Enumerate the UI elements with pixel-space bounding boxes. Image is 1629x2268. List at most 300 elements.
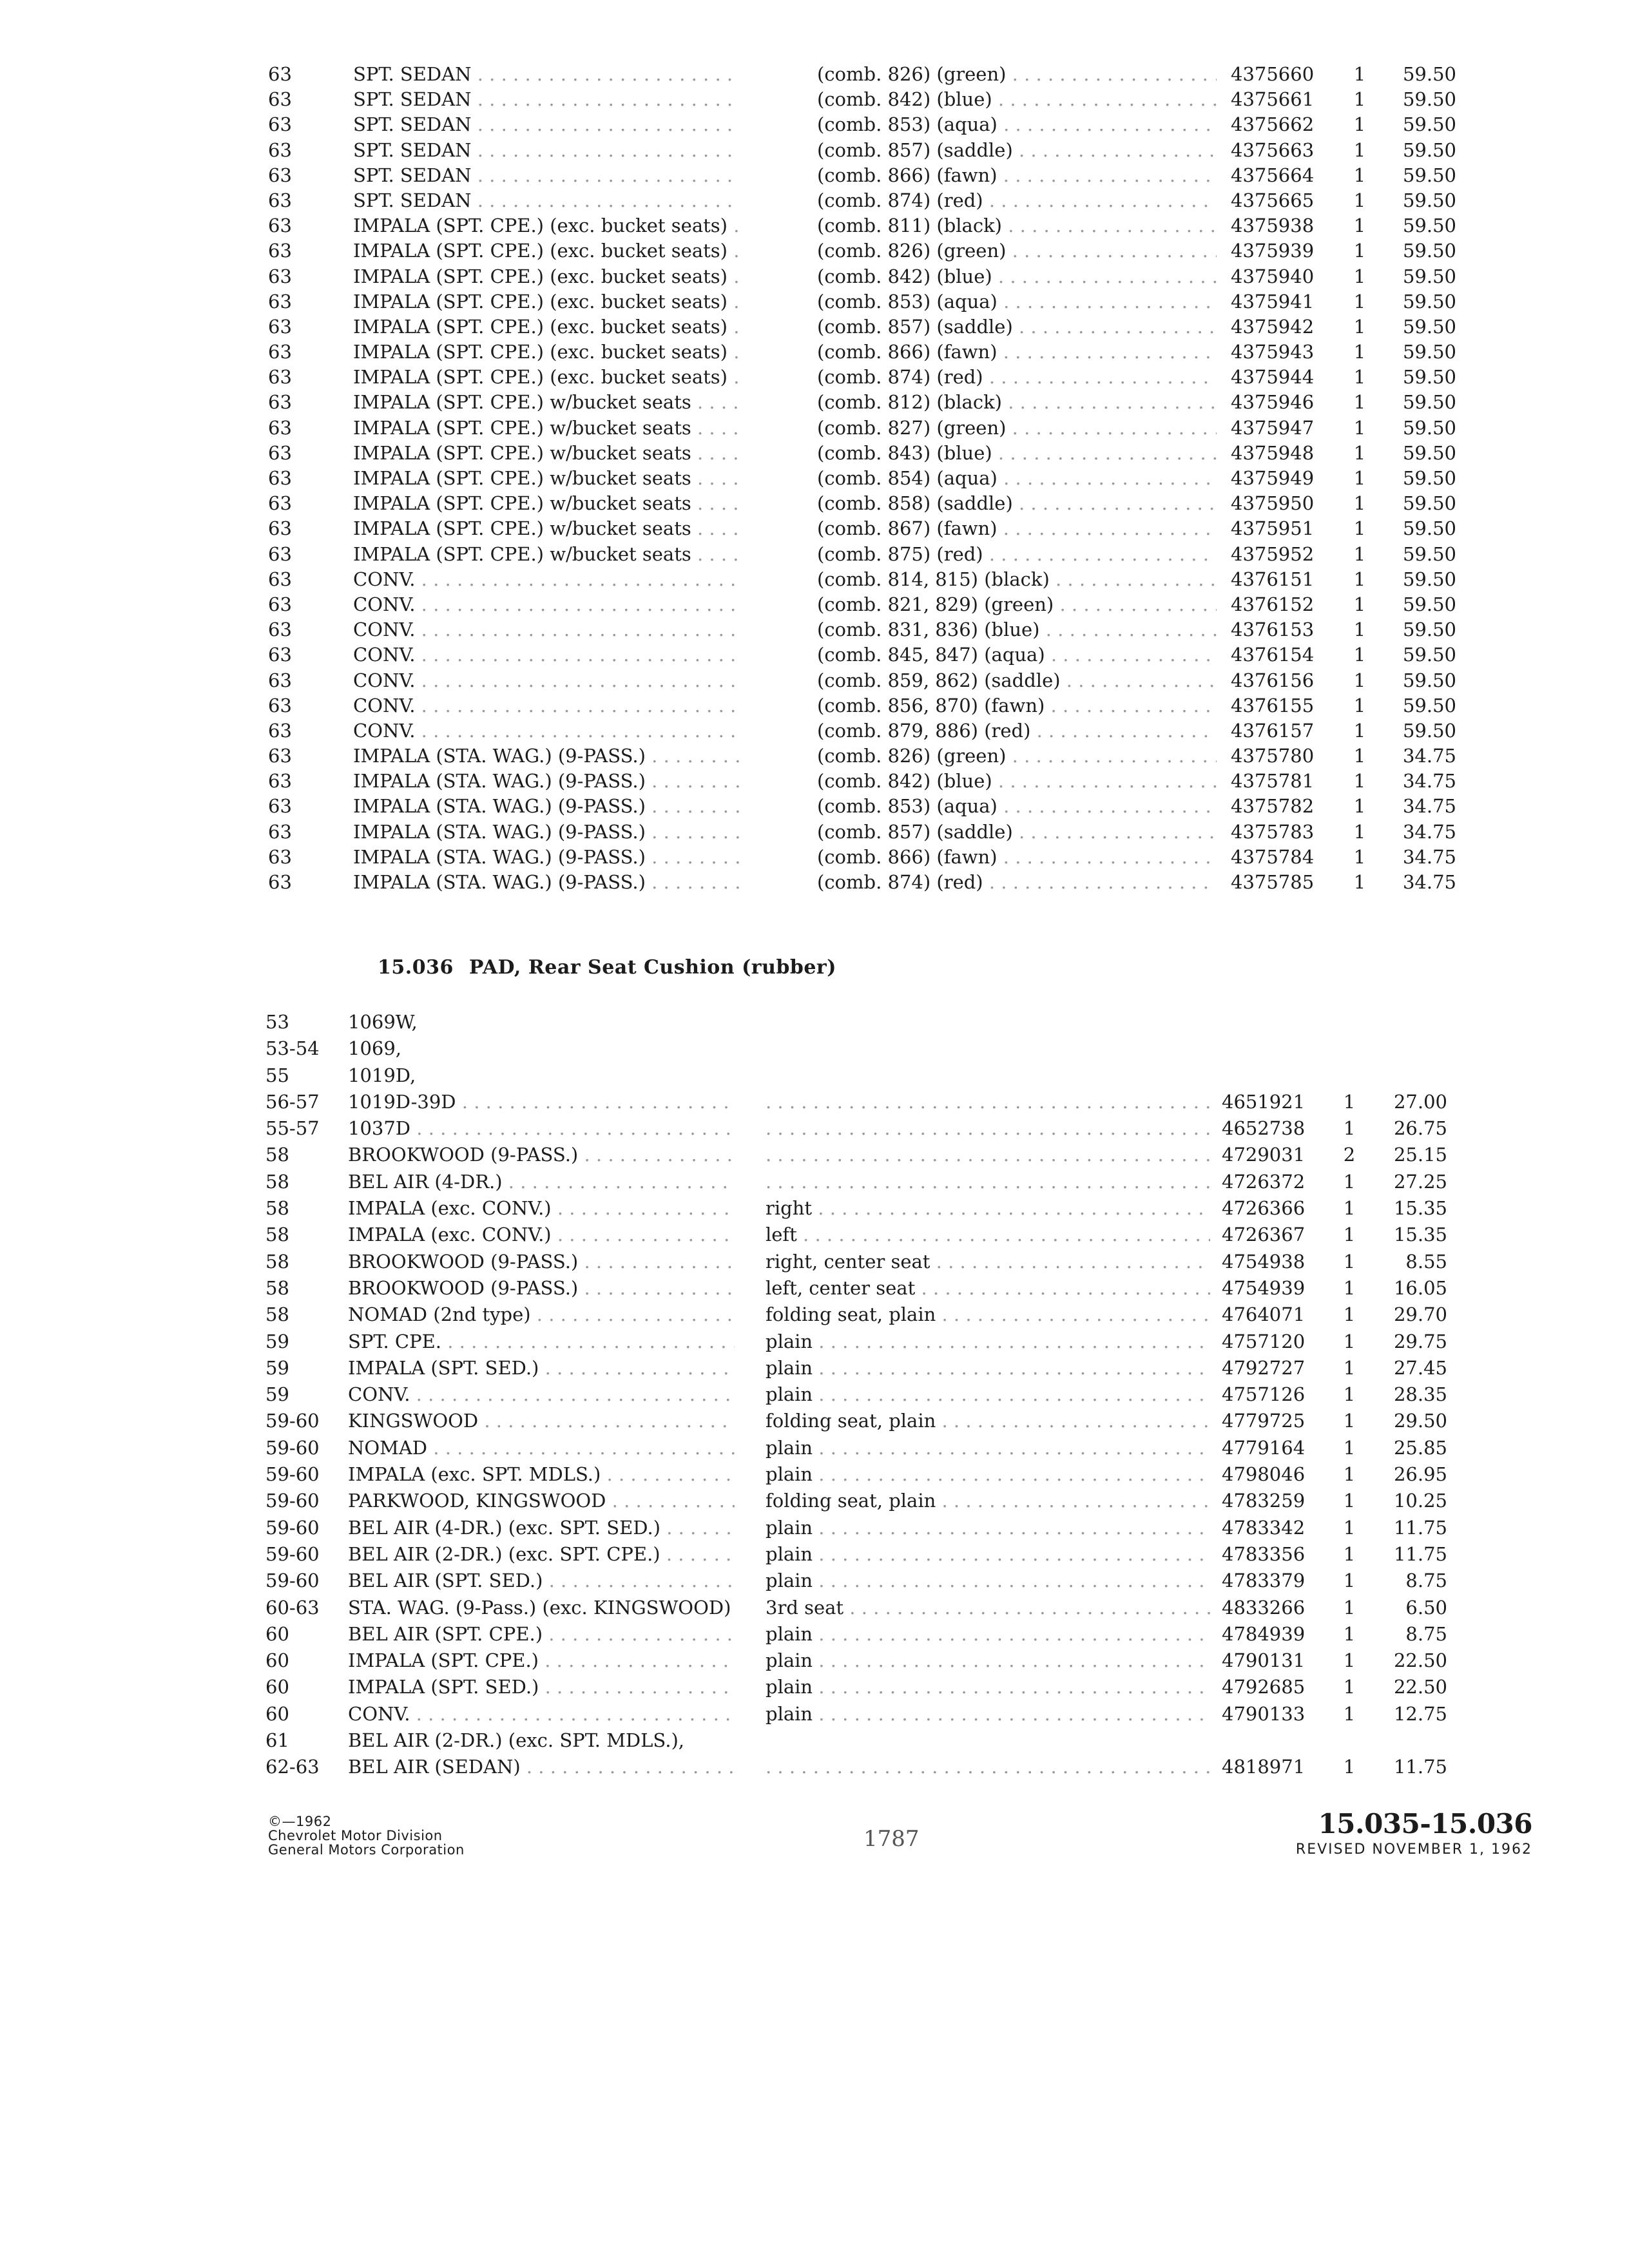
revision-date: REVISED NOVEMBER 1, 1962	[1295, 1841, 1532, 1858]
price-cell: 34.75	[1402, 820, 1456, 843]
description-cell: plain . . .	[766, 1381, 1210, 1408]
model-cell: IMPALA (SPT. CPE.) w/bucket seats . . .	[353, 441, 740, 466]
quantity-cell: 1	[1343, 1516, 1356, 1539]
price-cell: 22.50	[1393, 1676, 1447, 1698]
model-cell: CONV. . . .	[353, 668, 740, 693]
price-cell: 22.50	[1393, 1649, 1447, 1672]
part-number-cell: 4818971	[1222, 1756, 1306, 1778]
part-number-cell: 4375783	[1231, 820, 1315, 843]
description-cell: (comb. 866) (fawn) . . .	[817, 163, 1217, 188]
description-cell: (comb. 857) (saddle) . . .	[817, 820, 1217, 845]
quantity-cell: 1	[1343, 1090, 1356, 1113]
table-row	[0, 365, 1629, 390]
model-cell: CONV. . . .	[348, 1701, 735, 1727]
price-cell: 11.75	[1393, 1756, 1447, 1778]
model-cell: IMPALA (STA. WAG.) (9-PASS.) . . .	[353, 769, 740, 794]
table-row	[0, 1727, 1629, 1754]
quantity-cell: 1	[1343, 1756, 1356, 1778]
model-cell: 1069,	[348, 1037, 402, 1060]
price-cell: 25.15	[1393, 1144, 1447, 1166]
table-row	[0, 213, 1629, 238]
year-cell: 62-63	[265, 1756, 320, 1778]
quantity-cell: 1	[1353, 517, 1366, 540]
table-row	[0, 1275, 1629, 1302]
model-cell: BROOKWOOD (9-PASS.) . . .	[348, 1249, 735, 1275]
part-number-cell: 4376153	[1231, 619, 1315, 641]
description-cell	[766, 1142, 1210, 1168]
part-number-cell: 4754938	[1222, 1250, 1306, 1273]
year-cell: 55-57	[265, 1117, 320, 1140]
table-row	[0, 138, 1629, 163]
table-row	[0, 794, 1629, 819]
table-row	[0, 642, 1629, 668]
price-cell: 59.50	[1402, 88, 1456, 111]
description-cell: (comb. 874) (red) . . .	[817, 188, 1217, 213]
description-cell: (comb. 859, 862) (saddle) . . .	[817, 668, 1217, 693]
page-number: 1787	[863, 1826, 920, 1852]
part-number-cell: 4754939	[1222, 1276, 1306, 1299]
model-cell: IMPALA (exc. SPT. MDLS.) . . .	[348, 1461, 735, 1488]
model-cell: SPT. SEDAN . . .	[353, 87, 740, 112]
model-cell: IMPALA (SPT. CPE.) . . .	[348, 1648, 735, 1674]
quantity-cell: 1	[1353, 619, 1366, 641]
model-cell: 1069W,	[348, 1011, 418, 1033]
part-number-cell: 4375938	[1231, 215, 1315, 237]
section-range: 15.035-15.036	[1318, 1808, 1532, 1840]
part-number-cell: 4783342	[1222, 1516, 1306, 1539]
price-cell: 59.50	[1402, 644, 1456, 666]
model-cell: NOMAD (2nd type) . . .	[348, 1302, 735, 1328]
quantity-cell: 1	[1353, 644, 1366, 666]
price-cell: 26.75	[1393, 1117, 1447, 1140]
year-cell: 59-60	[265, 1410, 320, 1432]
model-cell: IMPALA (exc. CONV.) . . .	[348, 1195, 735, 1222]
part-number-cell: 4783356	[1222, 1542, 1306, 1565]
price-cell: 28.35	[1393, 1383, 1447, 1406]
part-number-cell: 4375939	[1231, 240, 1315, 262]
quantity-cell: 1	[1353, 240, 1366, 262]
price-cell: 59.50	[1402, 619, 1456, 641]
price-cell: 16.05	[1393, 1276, 1447, 1299]
table-row	[0, 390, 1629, 415]
year-cell: 58	[265, 1197, 289, 1220]
part-number-cell: 4375662	[1231, 113, 1315, 136]
model-cell: IMPALA (SPT. CPE.) w/bucket seats . . .	[353, 416, 740, 441]
description-cell: (comb. 842) (blue) . . .	[817, 87, 1217, 112]
quantity-cell: 1	[1353, 719, 1366, 742]
price-cell: 59.50	[1402, 441, 1456, 464]
price-cell: 8.75	[1405, 1622, 1447, 1645]
price-cell: 59.50	[1402, 492, 1456, 515]
price-cell: 25.85	[1393, 1436, 1447, 1459]
quantity-cell: 1	[1353, 366, 1366, 389]
price-cell: 27.25	[1393, 1170, 1447, 1193]
model-cell: IMPALA (SPT. CPE.) (exc. bucket seats) . . .	[353, 365, 740, 390]
table-row	[0, 744, 1629, 769]
year-cell: 60	[265, 1649, 289, 1672]
year-cell: 63	[268, 240, 292, 262]
description-cell: plain . . .	[766, 1329, 1210, 1355]
part-number-cell: 4726372	[1222, 1170, 1306, 1193]
model-cell: CONV. . . .	[353, 693, 740, 718]
description-cell: plain . . .	[766, 1568, 1210, 1594]
quantity-cell: 1	[1343, 1463, 1356, 1486]
description-cell: left . . .	[766, 1222, 1210, 1248]
table-row	[0, 1035, 1629, 1062]
year-cell: 59-60	[265, 1490, 320, 1512]
part-number-cell: 4833266	[1222, 1596, 1306, 1619]
quantity-cell: 1	[1353, 795, 1366, 818]
quantity-cell: 1	[1343, 1197, 1356, 1220]
quantity-cell: 1	[1353, 164, 1366, 186]
part-number-cell: 4376151	[1231, 568, 1315, 590]
model-cell: IMPALA (SPT. CPE.) w/bucket seats . . .	[353, 542, 740, 567]
price-cell: 59.50	[1402, 543, 1456, 565]
model-cell: NOMAD . . .	[348, 1435, 735, 1461]
year-cell: 63	[268, 88, 292, 111]
quantity-cell: 1	[1353, 770, 1366, 793]
model-cell: IMPALA (SPT. CPE.) w/bucket seats . . .	[353, 466, 740, 491]
description-cell: (comb. 842) (blue) . . .	[817, 769, 1217, 794]
description-cell: (comb. 827) (green) . . .	[817, 416, 1217, 441]
quantity-cell: 1	[1343, 1383, 1356, 1406]
model-cell: IMPALA (STA. WAG.) (9-PASS.) . . .	[353, 794, 740, 819]
table-row	[0, 820, 1629, 845]
year-cell: 60-63	[265, 1596, 320, 1619]
description-cell: plain . . .	[766, 1515, 1210, 1541]
price-cell: 59.50	[1402, 240, 1456, 262]
quantity-cell: 1	[1353, 441, 1366, 464]
price-cell: 59.50	[1402, 719, 1456, 742]
model-cell: IMPALA (STA. WAG.) (9-PASS.) . . .	[353, 845, 740, 870]
description-cell: plain . . .	[766, 1701, 1210, 1727]
description-cell: plain . . .	[766, 1541, 1210, 1568]
table-row	[0, 1515, 1629, 1541]
quantity-cell: 1	[1353, 315, 1366, 338]
quantity-cell: 1	[1343, 1250, 1356, 1273]
description-cell: (comb. 858) (saddle) . . .	[817, 491, 1217, 516]
description-cell: (comb. 879, 886) (red) . . .	[817, 718, 1217, 744]
description-cell: (comb. 866) (fawn) . . .	[817, 845, 1217, 870]
table-row	[0, 718, 1629, 744]
description-cell: (comb. 857) (saddle) . . .	[817, 314, 1217, 340]
part-number-cell: 4764071	[1222, 1303, 1306, 1326]
quantity-cell: 1	[1353, 669, 1366, 691]
part-number-cell: 4375660	[1231, 63, 1315, 85]
year-cell: 63	[268, 189, 292, 211]
part-number-cell: 4651921	[1222, 1090, 1306, 1113]
table-row	[0, 1249, 1629, 1275]
part-number-cell: 4375665	[1231, 189, 1315, 211]
table-row	[0, 1648, 1629, 1674]
description-cell: (comb. 875) (red) . . .	[817, 542, 1217, 567]
quantity-cell: 1	[1353, 88, 1366, 111]
price-cell: 59.50	[1402, 139, 1456, 161]
table-row	[0, 870, 1629, 895]
quantity-cell: 1	[1343, 1436, 1356, 1459]
description-cell: plain . . .	[766, 1621, 1210, 1648]
price-cell: 15.35	[1393, 1224, 1447, 1246]
table-row	[0, 1754, 1629, 1780]
price-cell: 59.50	[1402, 265, 1456, 287]
price-cell: 10.25	[1393, 1490, 1447, 1512]
description-cell: folding seat, plain . . .	[766, 1302, 1210, 1328]
description-cell: (comb. 842) (blue) . . .	[817, 264, 1217, 289]
description-cell: (comb. 866) (fawn) . . .	[817, 340, 1217, 365]
table-row	[0, 1062, 1629, 1089]
description-cell: plain . . .	[766, 1648, 1210, 1674]
part-number-cell: 4652738	[1222, 1117, 1306, 1140]
table-row	[0, 491, 1629, 516]
part-number-cell: 4375663	[1231, 139, 1315, 161]
model-cell: IMPALA (SPT. SED.) . . .	[348, 1355, 735, 1381]
table-row	[0, 466, 1629, 491]
quantity-cell: 2	[1343, 1144, 1356, 1166]
description-cell: plain . . .	[766, 1355, 1210, 1381]
year-cell: 63	[268, 593, 292, 615]
part-number-cell: 4375942	[1231, 315, 1315, 338]
description-cell: (comb. 845, 847) (aqua) . . .	[817, 642, 1217, 668]
quantity-cell: 1	[1353, 391, 1366, 414]
table-row	[0, 1009, 1629, 1035]
part-number-cell: 4726367	[1222, 1224, 1306, 1246]
table-row	[0, 617, 1629, 642]
model-cell: SPT. SEDAN . . .	[353, 138, 740, 163]
year-cell: 63	[268, 694, 292, 716]
part-number-cell: 4784939	[1222, 1622, 1306, 1645]
year-cell: 61	[265, 1729, 289, 1752]
description-cell: (comb. 826) (green) . . .	[817, 744, 1217, 769]
model-cell: BEL AIR (2-DR.) (exc. SPT. MDLS.),	[348, 1729, 684, 1752]
year-cell: 63	[268, 341, 292, 363]
model-cell: BEL AIR (SPT. SED.) . . .	[348, 1568, 735, 1594]
table-row	[0, 542, 1629, 567]
part-number-cell: 4375951	[1231, 517, 1315, 540]
quantity-cell: 1	[1353, 568, 1366, 590]
table-row	[0, 769, 1629, 794]
model-cell: IMPALA (SPT. CPE.) (exc. bucket seats) . . .	[353, 213, 740, 238]
table-row	[0, 592, 1629, 617]
price-cell: 27.00	[1393, 1090, 1447, 1113]
year-cell: 63	[268, 139, 292, 161]
model-cell: IMPALA (SPT. CPE.) w/bucket seats . . .	[353, 491, 740, 516]
quantity-cell: 1	[1343, 1410, 1356, 1432]
part-number-cell: 4376155	[1231, 694, 1315, 716]
year-cell: 59	[265, 1356, 289, 1379]
year-cell: 63	[268, 441, 292, 464]
year-cell: 59-60	[265, 1542, 320, 1565]
model-cell: IMPALA (SPT. CPE.) (exc. bucket seats) . . .	[353, 238, 740, 264]
model-cell: SPT. CPE. . . .	[348, 1329, 735, 1355]
table-row	[0, 1169, 1629, 1195]
year-cell: 63	[268, 795, 292, 818]
year-cell: 59	[265, 1383, 289, 1406]
quantity-cell: 1	[1353, 845, 1366, 868]
year-cell: 63	[268, 871, 292, 893]
price-cell: 27.45	[1393, 1356, 1447, 1379]
quantity-cell: 1	[1343, 1490, 1356, 1512]
description-cell	[766, 1169, 1210, 1195]
year-cell: 63	[268, 164, 292, 186]
section-title: PAD, Rear Seat Cushion (rubber)	[468, 956, 836, 979]
table-row	[0, 1222, 1629, 1248]
model-cell: IMPALA (SPT. CPE.) w/bucket seats . . .	[353, 390, 740, 415]
quantity-cell: 1	[1353, 265, 1366, 287]
year-cell: 63	[268, 315, 292, 338]
description-cell: (comb. 814, 815) (black) . . .	[817, 567, 1217, 592]
price-cell: 59.50	[1402, 694, 1456, 716]
part-number-cell: 4757120	[1222, 1330, 1306, 1352]
price-cell: 59.50	[1402, 366, 1456, 389]
part-number-cell: 4783379	[1222, 1570, 1306, 1592]
quantity-cell: 1	[1343, 1649, 1356, 1672]
year-cell: 63	[268, 745, 292, 767]
part-number-cell: 4779725	[1222, 1410, 1306, 1432]
table-row	[0, 1302, 1629, 1328]
table-row	[0, 289, 1629, 314]
description-cell: folding seat, plain . . .	[766, 1408, 1210, 1434]
part-number-cell: 4375947	[1231, 416, 1315, 439]
part-number-cell: 4375948	[1231, 441, 1315, 464]
part-number-cell: 4726366	[1222, 1197, 1306, 1220]
description-cell: (comb. 867) (fawn) . . .	[817, 516, 1217, 541]
price-cell: 59.50	[1402, 517, 1456, 540]
model-cell: CONV. . . .	[353, 718, 740, 744]
price-cell: 29.75	[1393, 1330, 1447, 1352]
price-cell: 59.50	[1402, 315, 1456, 338]
model-cell: CONV. . . .	[353, 567, 740, 592]
price-cell: 59.50	[1402, 113, 1456, 136]
model-cell: IMPALA (SPT. CPE.) (exc. bucket seats) . . .	[353, 340, 740, 365]
model-cell: SPT. SEDAN . . .	[353, 62, 740, 87]
section-range-block	[1296, 1808, 1532, 1858]
table-row	[0, 1541, 1629, 1568]
year-cell: 59-60	[265, 1463, 320, 1486]
quantity-cell: 1	[1343, 1170, 1356, 1193]
model-cell: IMPALA (SPT. CPE.) (exc. bucket seats) . . .	[353, 289, 740, 314]
year-cell: 63	[268, 215, 292, 237]
part-number-cell: 4375943	[1231, 341, 1315, 363]
part-number-cell: 4729031	[1222, 1144, 1306, 1166]
model-cell: BEL AIR (4-DR.) (exc. SPT. SED.) . . .	[348, 1515, 735, 1541]
description-cell: folding seat, plain . . .	[766, 1488, 1210, 1514]
model-cell: STA. WAG. (9-Pass.) (exc. KINGSWOOD) . . .	[348, 1595, 735, 1621]
year-cell: 58	[265, 1144, 289, 1166]
model-cell: BEL AIR (SPT. CPE.) . . .	[348, 1621, 735, 1648]
model-cell: IMPALA (SPT. CPE.) w/bucket seats . . .	[353, 516, 740, 541]
model-cell: 1019D,	[348, 1064, 416, 1086]
description-cell: (comb. 874) (red) . . .	[817, 365, 1217, 390]
year-cell: 63	[268, 63, 292, 85]
model-cell: IMPALA (STA. WAG.) (9-PASS.) . . .	[353, 744, 740, 769]
part-number-cell: 4375946	[1231, 391, 1315, 414]
year-cell: 53	[265, 1011, 289, 1033]
description-cell: right . . .	[766, 1195, 1210, 1222]
year-cell: 60	[265, 1676, 289, 1698]
year-cell: 58	[265, 1276, 289, 1299]
year-cell: 59	[265, 1330, 289, 1352]
price-cell: 11.75	[1393, 1542, 1447, 1565]
price-cell: 29.70	[1393, 1303, 1447, 1326]
year-cell: 63	[268, 568, 292, 590]
model-cell: KINGSWOOD . . .	[348, 1408, 735, 1434]
price-cell: 59.50	[1402, 568, 1456, 590]
year-cell: 63	[268, 517, 292, 540]
part-number-cell: 4783259	[1222, 1490, 1306, 1512]
description-cell	[766, 1754, 1210, 1780]
price-cell: 59.50	[1402, 189, 1456, 211]
quantity-cell: 1	[1353, 341, 1366, 363]
section-heading	[378, 956, 836, 979]
model-cell: IMPALA (SPT. SED.) . . .	[348, 1674, 735, 1700]
table-row	[0, 62, 1629, 87]
table-row	[0, 1089, 1629, 1115]
model-cell: BROOKWOOD (9-PASS.) . . .	[348, 1275, 735, 1302]
year-cell: 58	[265, 1303, 289, 1326]
quantity-cell: 1	[1353, 820, 1366, 843]
year-cell: 63	[268, 619, 292, 641]
quantity-cell: 1	[1353, 492, 1366, 515]
price-cell: 26.95	[1393, 1463, 1447, 1486]
price-cell: 59.50	[1402, 593, 1456, 615]
year-cell: 63	[268, 669, 292, 691]
section-number: 15.036	[378, 956, 454, 979]
part-number-cell: 4375781	[1231, 770, 1315, 793]
table-row	[0, 1355, 1629, 1381]
table-row	[0, 340, 1629, 365]
part-number-cell: 4375661	[1231, 88, 1315, 111]
price-cell: 59.50	[1402, 63, 1456, 85]
year-cell: 58	[265, 1170, 289, 1193]
quantity-cell: 1	[1353, 694, 1366, 716]
part-number-cell: 4375950	[1231, 492, 1315, 515]
quantity-cell: 1	[1343, 1276, 1356, 1299]
model-cell: SPT. SEDAN . . .	[353, 112, 740, 137]
part-number-cell: 4376154	[1231, 644, 1315, 666]
year-cell: 63	[268, 391, 292, 414]
table-row	[0, 1674, 1629, 1700]
description-cell: plain . . .	[766, 1435, 1210, 1461]
part-number-cell: 4779164	[1222, 1436, 1306, 1459]
year-cell: 63	[268, 845, 292, 868]
quantity-cell: 1	[1343, 1224, 1356, 1246]
year-cell: 59-60	[265, 1436, 320, 1459]
table-row	[0, 264, 1629, 289]
year-cell: 56-57	[265, 1090, 320, 1113]
quantity-cell: 1	[1343, 1542, 1356, 1565]
model-cell: IMPALA (SPT. CPE.) (exc. bucket seats) . . .	[353, 314, 740, 340]
model-cell: 1037D . . .	[348, 1115, 735, 1142]
part-number-cell: 4376156	[1231, 669, 1315, 691]
price-cell: 8.55	[1405, 1250, 1447, 1273]
quantity-cell: 1	[1343, 1356, 1356, 1379]
price-cell: 59.50	[1402, 215, 1456, 237]
part-number-cell: 4375949	[1231, 467, 1315, 489]
quantity-cell: 1	[1353, 290, 1366, 312]
description-cell	[766, 1115, 1210, 1142]
price-cell: 34.75	[1402, 770, 1456, 793]
quantity-cell: 1	[1353, 416, 1366, 439]
table-row	[0, 1329, 1629, 1355]
description-cell: (comb. 821, 829) (green) . . .	[817, 592, 1217, 617]
price-cell: 29.50	[1393, 1410, 1447, 1432]
year-cell: 53-54	[265, 1037, 320, 1060]
quantity-cell: 1	[1353, 189, 1366, 211]
table-row	[0, 567, 1629, 592]
model-cell: 1019D-39D . . .	[348, 1089, 735, 1115]
copyright-notice: ©—1962	[268, 1814, 332, 1829]
price-cell: 59.50	[1402, 467, 1456, 489]
